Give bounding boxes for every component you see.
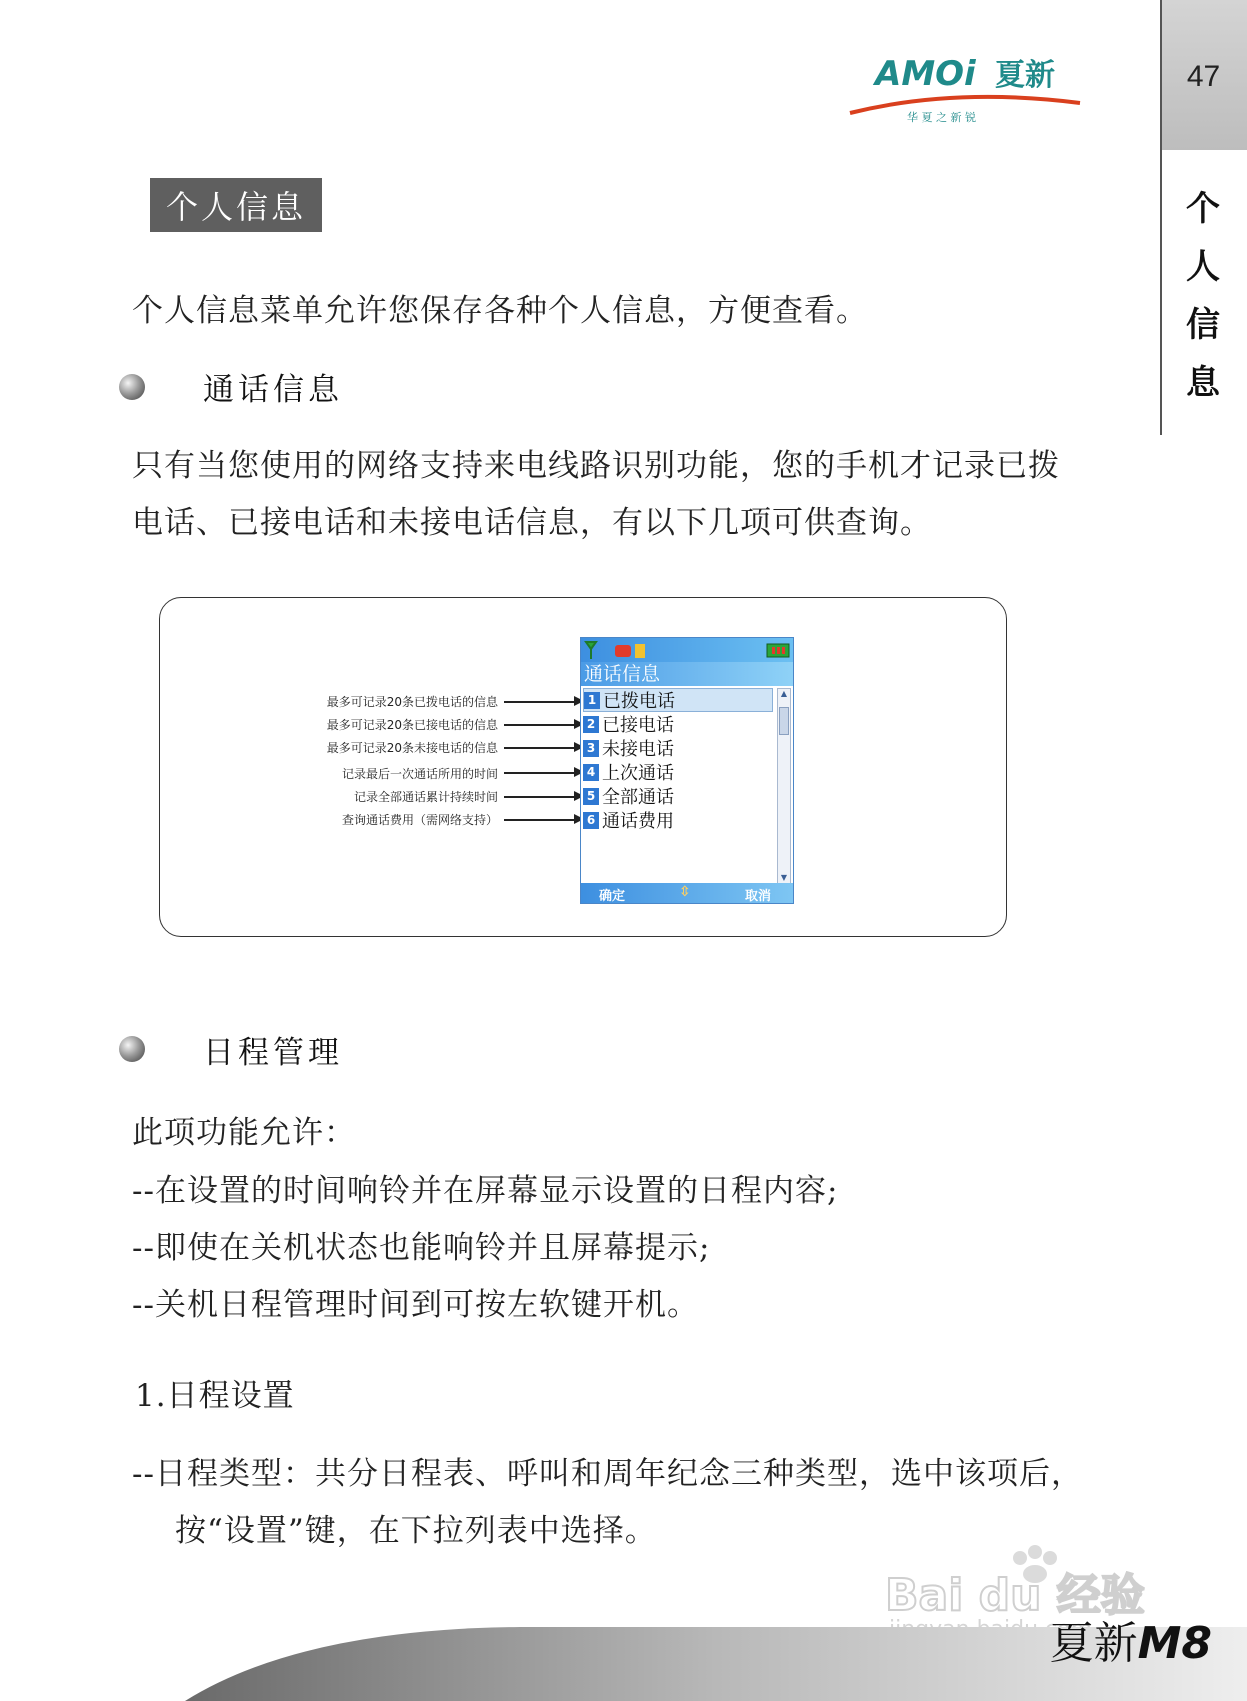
side-title-char: 信 [1186,305,1220,345]
scroll-up-icon[interactable]: ▲ [780,689,788,698]
item-number: 5 [583,788,599,805]
phone-menu-item[interactable] [583,688,773,712]
phone-menu-title: 通话信息 [581,662,793,686]
item-label: 通话费用 [602,811,674,832]
item-number: 3 [583,740,599,757]
signal-icon [586,642,596,659]
figure-label: 最多可记录20条已拨电话的信息 [326,695,498,709]
up-down-nav-icon: ⇳ [679,884,691,900]
soft-key-cancel[interactable]: 取消 [744,889,771,904]
message-icon [635,644,645,658]
figure-arrow [504,724,582,726]
figure-label: 记录最后一次通话所用的时间 [341,767,498,781]
phone-menu-item[interactable] [583,760,773,784]
phone-menu-item[interactable] [583,712,773,736]
schedule-point: --关机日程管理时间到可按左软键开机。 [132,1287,699,1323]
page-number: 47 [1186,60,1221,93]
logo-slogan: 华 夏 之 新 锐 [907,111,976,124]
item-label: 已接电话 [602,715,674,736]
figure-arrow [504,819,582,821]
soft-key-confirm[interactable]: 确定 [599,889,626,904]
side-title-char: 个 [1186,189,1220,229]
amoi-logo [845,45,1085,135]
scroll-thumb[interactable] [779,707,789,735]
logo-brand: AMOi [875,54,976,94]
scroll-down-icon[interactable]: ▼ [780,873,788,882]
item-label: 未接电话 [602,739,674,760]
section-title: 个人信息 [150,178,322,232]
schedule-sub-heading: 1.日程设置 [135,1378,295,1414]
footer-brand [1050,1607,1212,1671]
item-number: 2 [583,716,599,733]
item-label: 全部通话 [602,787,674,808]
call-info-heading: 通话信息 [203,372,343,408]
item-label: 已拨电话 [603,691,675,712]
status-icons [581,638,794,662]
side-title-char: 人 [1186,247,1220,287]
watermark-text: Bai du 经验 [885,1570,1145,1621]
figure-arrow [504,772,582,774]
figure-label: 最多可记录20条已接电话的信息 [326,718,498,732]
phone-menu-item[interactable] [583,808,773,832]
side-divider [1160,150,1162,435]
schedule-heading: 日程管理 [203,1035,343,1071]
side-chapter-title [1168,180,1238,412]
logo-brand-cn: 夏新 [995,58,1055,93]
figure-arrow [504,701,582,703]
call-info-desc-2: 电话、已接电话和未接电话信息，有以下几项可供查询。 [132,505,932,541]
phone-scrollbar[interactable] [777,688,791,884]
call-info-desc-1: 只有当您使用的网络支持来电线路识别功能，您的手机才记录已拨 [132,448,1060,484]
phone-softkey-bar [581,883,793,903]
footer-brand-cn: 夏新 [1049,1618,1138,1669]
figure-arrow [504,796,582,798]
bullet-icon [119,374,145,400]
figure-label: 最多可记录20条未接电话的信息 [326,741,498,755]
figure-arrow [504,747,582,749]
schedule-point: --即使在关机状态也能响铃并且屏幕提示; [132,1230,711,1266]
item-number: 6 [583,812,599,829]
item-number: 1 [584,692,600,709]
phone-menu-item[interactable] [583,784,773,808]
phone-screen [580,637,794,904]
footer-model: M8 [1137,1618,1212,1669]
figure-label: 查询通话费用（需网络支持） [341,813,498,827]
item-number: 4 [583,764,599,781]
side-title-char: 息 [1186,363,1220,403]
schedule-intro: 此项功能允许： [132,1115,356,1151]
intro-text: 个人信息菜单允许您保存各种个人信息，方便查看。 [132,293,868,329]
schedule-point: --在设置的时间响铃并在屏幕显示设置的日程内容; [132,1173,839,1209]
item-label: 上次通话 [602,763,674,784]
figure-label: 记录全部通话累计持续时间 [353,790,498,804]
schedule-type-line-2: 按“设置”键，在下拉列表中选择。 [175,1513,657,1549]
phone-menu-item[interactable] [583,736,773,760]
schedule-type-line-1: --日程类型：共分日程表、呼叫和周年纪念三种类型，选中该项后， [132,1456,1083,1492]
phone-status-bar [581,638,793,662]
phone-icon [615,645,631,657]
bullet-icon [119,1036,145,1062]
